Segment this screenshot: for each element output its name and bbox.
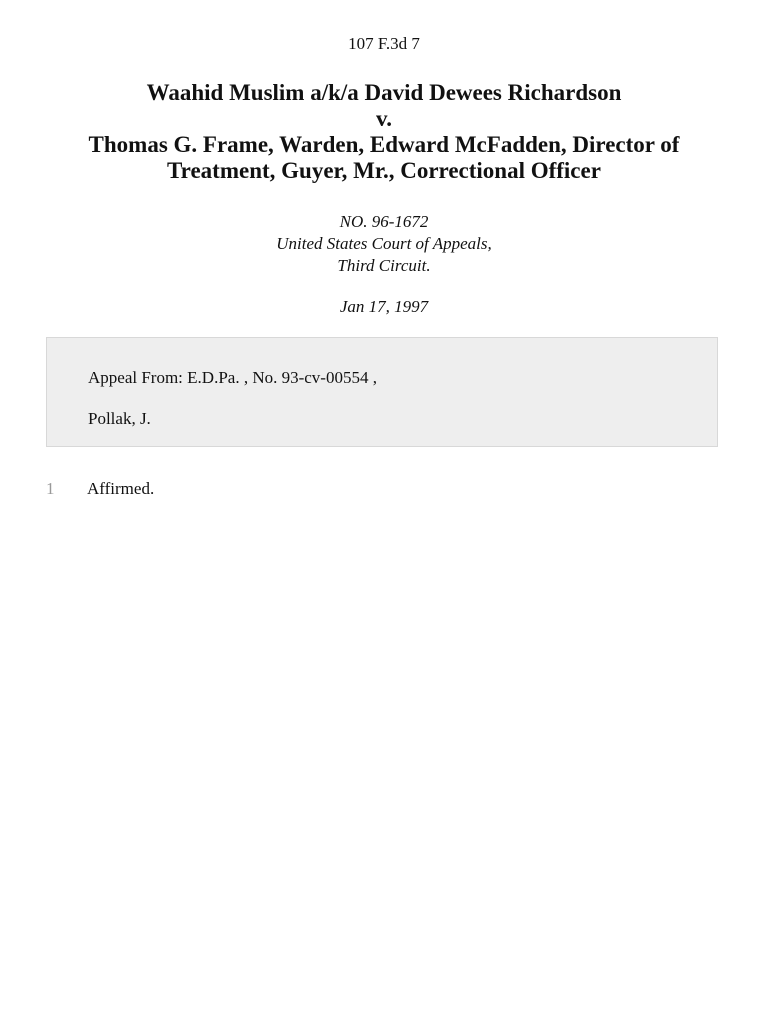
case-title bbox=[40, 80, 728, 184]
case-title-line-2: v. bbox=[376, 106, 392, 131]
case-title-line-4: Treatment, Guyer, Mr., Correctional Officer bbox=[167, 158, 601, 183]
paragraph-number: 1 bbox=[46, 479, 55, 498]
docket-number: NO. 96-1672 bbox=[339, 212, 429, 231]
appeal-info-panel bbox=[46, 337, 718, 447]
case-title-line-1: Waahid Muslim a/k/a David Dewees Richardson bbox=[146, 80, 622, 105]
paragraph-text: Affirmed. bbox=[87, 479, 155, 498]
case-meta bbox=[0, 211, 768, 277]
court-name: United States Court of Appeals, bbox=[276, 234, 492, 253]
appeal-from: Appeal From: E.D.Pa. , No. 93-cv-00554 , bbox=[88, 368, 377, 387]
circuit-name: Third Circuit. bbox=[337, 256, 431, 275]
decision-date: Jan 17, 1997 bbox=[339, 297, 429, 316]
case-citation: 107 F.3d 7 bbox=[348, 34, 420, 53]
judge-name: Pollak, J. bbox=[88, 409, 151, 428]
case-title-line-3: Thomas G. Frame, Warden, Edward McFadden, Director of bbox=[88, 132, 680, 157]
